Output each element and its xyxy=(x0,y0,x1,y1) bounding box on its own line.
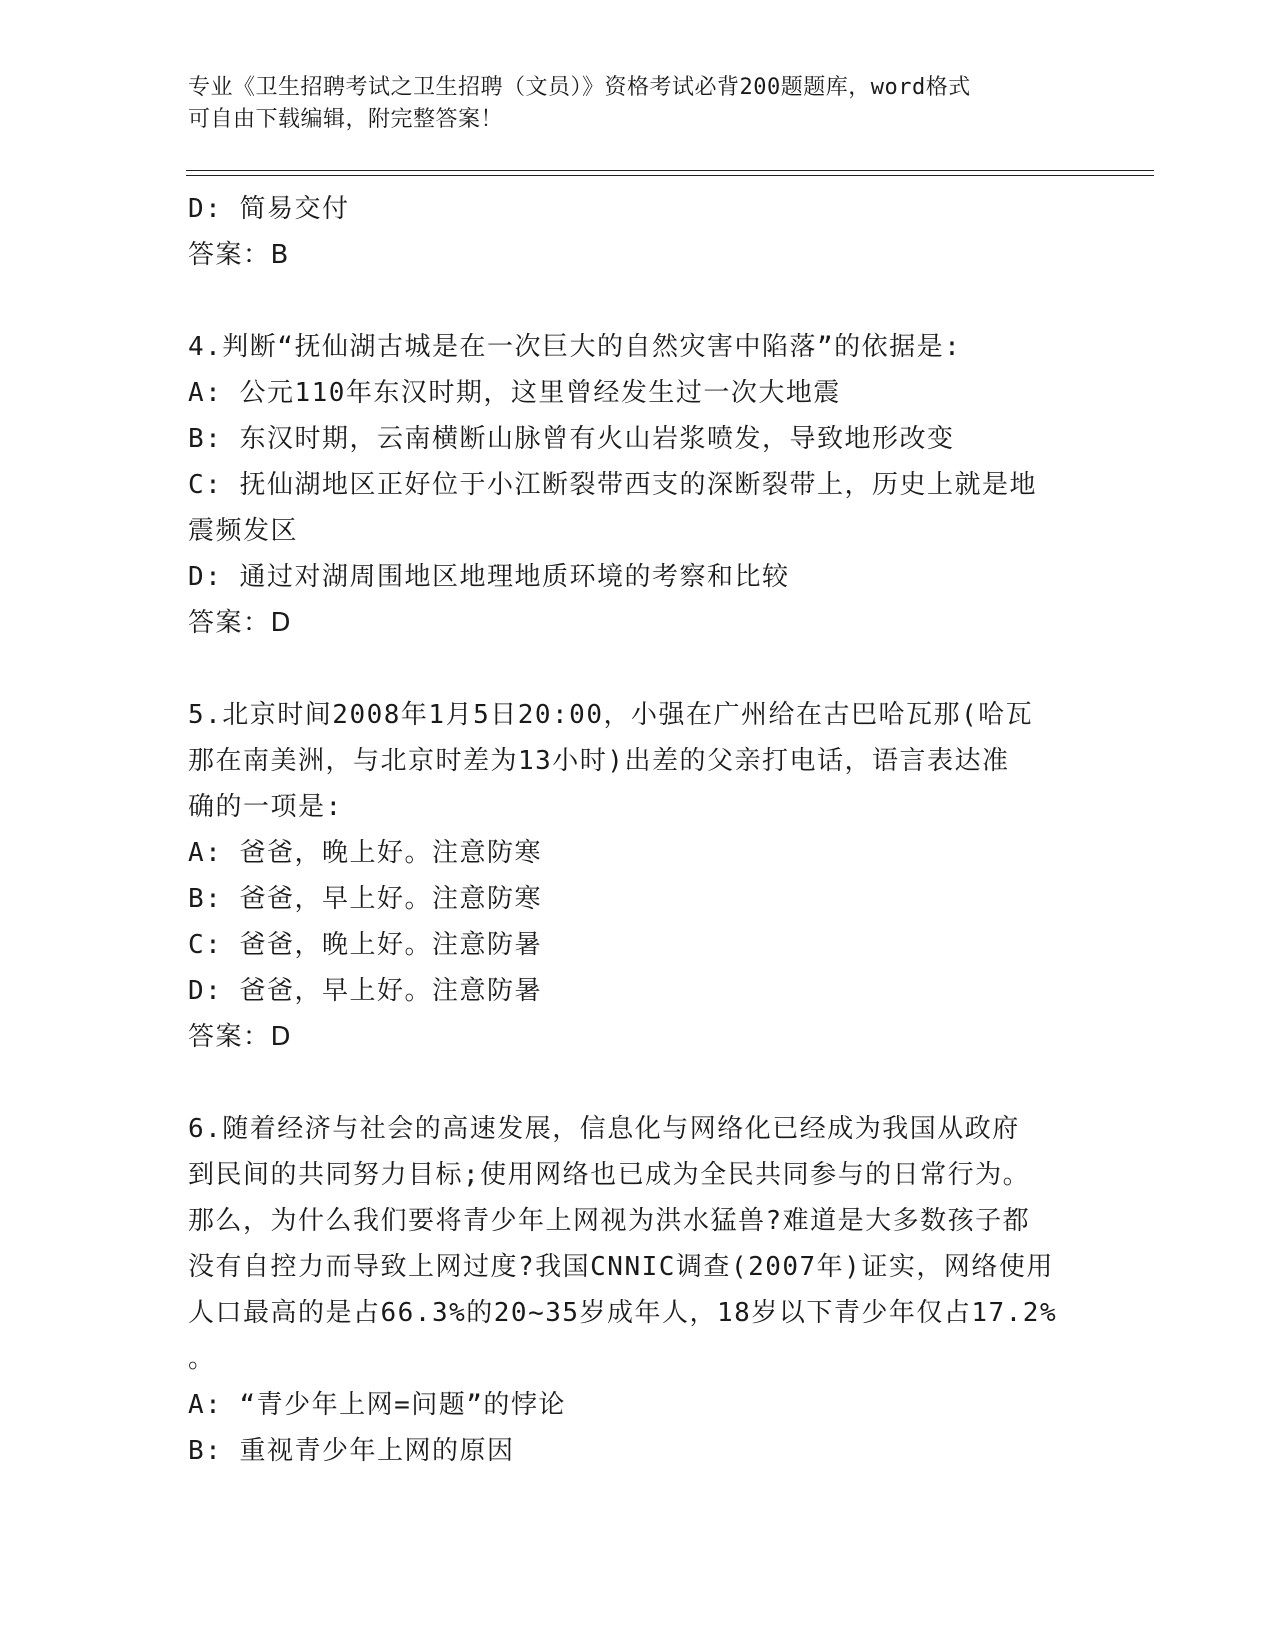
option-a: A: 公元110年东汉时期，这里曾经发生过一次大地震 xyxy=(188,378,841,408)
question-3-tail xyxy=(188,186,1088,278)
question-6 xyxy=(188,1106,1088,1474)
option-d: D: 通过对湖周围地区地理地质环境的考察和比较 xyxy=(188,562,790,592)
option-d: D: 简易交付 xyxy=(188,194,350,224)
option-b: B: 东汉时期，云南横断山脉曾有火山岩浆喷发，导致地形改变 xyxy=(188,424,955,454)
question-stem-line-2: 到民间的共同努力目标;使用网络也已成为全民共同参与的日常行为。 xyxy=(188,1160,1031,1190)
question-stem-line-4: 没有自控力而导致上网过度?我国CNNIC调查(2007年)证实，网络使用 xyxy=(188,1252,1054,1282)
answer-line: 答案：D xyxy=(188,608,293,638)
spacer xyxy=(188,1060,1088,1106)
option-d: D: 爸爸，早上好。注意防暑 xyxy=(188,976,542,1006)
question-stem: 4.判断“抚仙湖古城是在一次巨大的自然灾害中陷落”的依据是: xyxy=(188,332,962,362)
option-a: A: “青少年上网=问题”的悖论 xyxy=(188,1390,566,1420)
option-b: B: 重视青少年上网的原因 xyxy=(188,1436,515,1466)
option-c-line-1: C: 抚仙湖地区正好位于小江断裂带西支的深断裂带上，历史上就是地 xyxy=(188,470,1037,500)
answer-line: 答案：D xyxy=(188,1022,293,1052)
option-c-line-2: 震频发区 xyxy=(188,516,299,546)
question-stem-line-3: 确的一项是: xyxy=(188,792,343,822)
question-stem-line-3: 那么，为什么我们要将青少年上网视为洪水猛兽?难道是大多数孩子都 xyxy=(188,1206,1031,1236)
option-b: B: 爸爸，早上好。注意防寒 xyxy=(188,884,542,914)
option-a: A: 爸爸，晚上好。注意防寒 xyxy=(188,838,542,868)
spacer xyxy=(188,646,1088,692)
header-line-1: 专业《卫生招聘考试之卫生招聘（文员）》资格考试必背200题题库，word格式 xyxy=(188,75,971,100)
option-c: C: 爸爸，晚上好。注意防暑 xyxy=(188,930,542,960)
document-body xyxy=(188,186,1088,1474)
question-stem-line-5: 人口最高的是占66.3%的20~35岁成年人，18岁以下青少年仅占17.2% xyxy=(188,1298,1058,1328)
spacer xyxy=(188,278,1088,324)
question-stem-line-2: 那在南美洲，与北京时差为13小时)出差的父亲打电话，语言表达准 xyxy=(188,746,1010,776)
question-4 xyxy=(188,324,1088,646)
header-line-2: 可自由下载编辑，附完整答案！ xyxy=(188,107,504,132)
header-divider-bottom xyxy=(186,175,1154,176)
question-stem-line-1: 5.北京时间2008年1月5日20:00，小强在广州给在古巴哈瓦那(哈瓦 xyxy=(188,700,1034,730)
header-divider-top xyxy=(186,170,1154,171)
question-stem-line-1: 6.随着经济与社会的高速发展，信息化与网络化已经成为我国从政府 xyxy=(188,1114,1020,1144)
question-5 xyxy=(188,692,1088,1060)
answer-line: 答案：B xyxy=(188,240,290,270)
document-header xyxy=(188,72,1068,136)
question-stem-line-6: 。 xyxy=(188,1344,216,1374)
